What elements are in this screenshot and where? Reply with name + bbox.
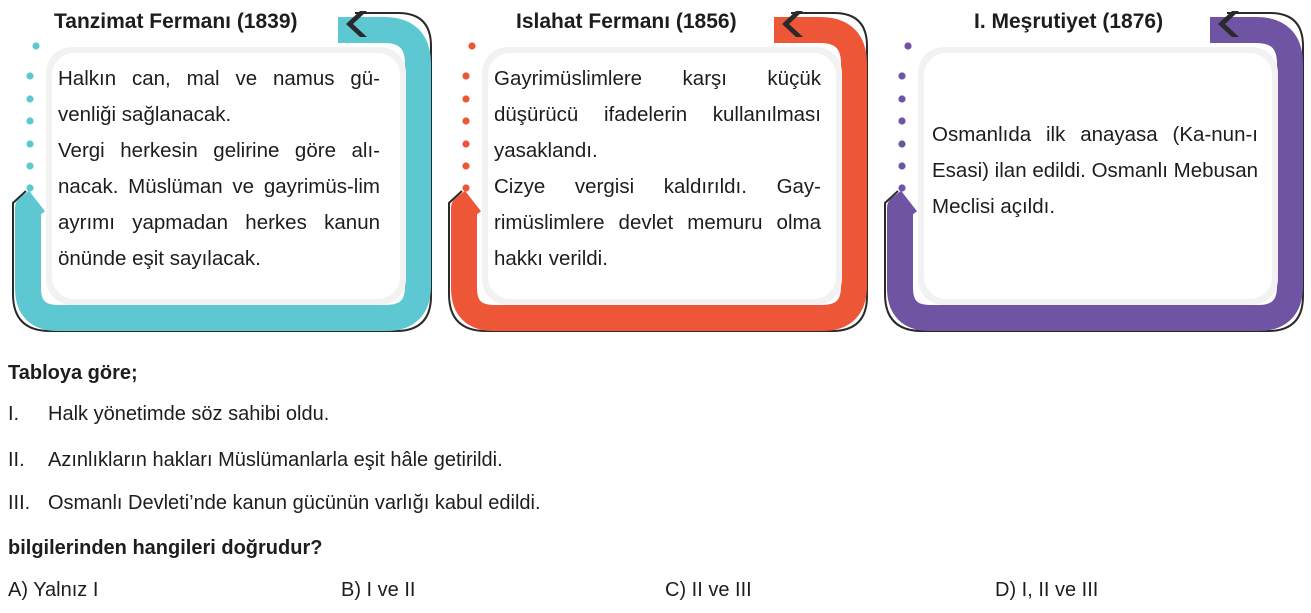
- statement-text: Azınlıkların hakları Müslümanlarla eşit hâle getirildi.: [48, 449, 503, 471]
- card-body: [932, 117, 1258, 225]
- card-islahat: [446, 0, 870, 340]
- card-paragraph: Halkın can, mal ve namus gü-venliği sağlanacak.: [58, 67, 380, 126]
- card-body: [494, 61, 821, 277]
- option-d[interactable]: D) I, II ve III: [995, 579, 1099, 601]
- statement-number: II.: [8, 449, 25, 471]
- card-mesrutiyet: [882, 0, 1306, 340]
- statement-text: Halk yönetimde söz sahibi oldu.: [48, 403, 330, 425]
- statement-number: I.: [8, 403, 20, 425]
- card-paragraph: Cizye vergisi kaldırıldı. Gay-rimüslimlere devlet memuru olma hakkı verildi.: [494, 175, 821, 270]
- option-c[interactable]: C) II ve III: [665, 579, 752, 601]
- statement-number: III.: [8, 492, 31, 514]
- card-title: Tanzimat Fermanı (1839): [54, 10, 298, 33]
- card-body: [58, 61, 380, 277]
- card-paragraph: Gayrimüslimlere karşı küçük düşürücü ifadelerin kullanılması yasaklandı.: [494, 67, 821, 162]
- option-a[interactable]: A) Yalnız I: [8, 579, 99, 601]
- card-tanzimat: [10, 0, 434, 340]
- statement-3: [8, 492, 541, 515]
- card-title: Islahat Fermanı (1856): [516, 10, 737, 33]
- card-paragraph: Osmanlıda ilk anayasa (Ka-nun-ı Esasi) ilan edildi. Osmanlı Mebusan Meclisi açıldı.: [932, 123, 1258, 218]
- statement-1: [8, 403, 329, 426]
- statement-2: [8, 449, 503, 472]
- card-paragraph: Vergi herkesin gelirine göre alı-nacak. Müslüman ve gayrimüs-lim ayrımı yapmadan herkes kanun önünde eşit sayılacak.: [58, 139, 380, 270]
- card-title: I. Meşrutiyet (1876): [974, 10, 1164, 33]
- statement-text: Osmanlı Devleti’nde kanun gücünün varlığı kabul edildi.: [48, 492, 541, 514]
- question-ending: bilgilerinden hangileri doğrudur?: [8, 537, 323, 559]
- option-b[interactable]: B) I ve II: [341, 579, 416, 601]
- question-intro: Tabloya göre;: [8, 362, 138, 384]
